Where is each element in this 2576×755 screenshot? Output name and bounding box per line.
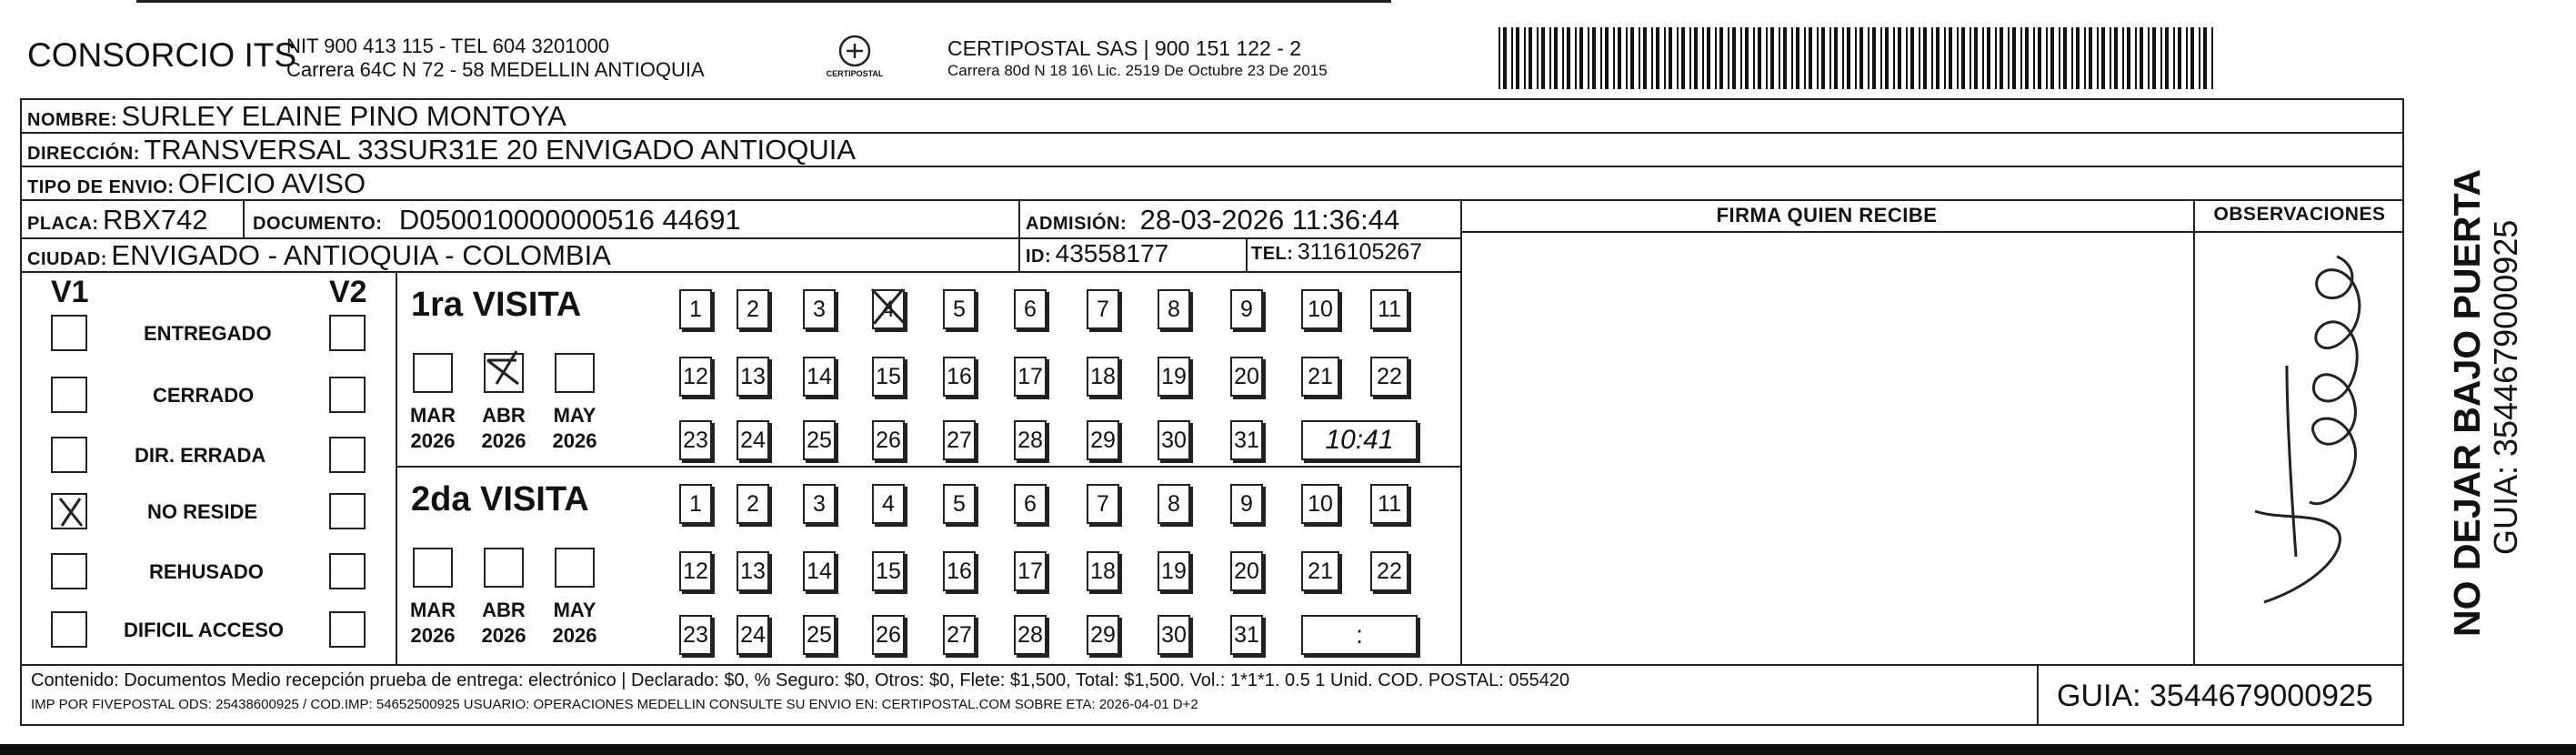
id-cell [1026,239,1168,268]
direccion-row [27,134,856,166]
day-box[interactable]: 31 [1230,420,1263,460]
admision-value: 28-03-2026 11:36:44 [1139,204,1400,236]
day-box[interactable]: 11 [1370,484,1408,524]
bottom-rule [0,744,2576,755]
day-box[interactable]: 9 [1230,289,1263,329]
row-line [20,664,2404,666]
v2-checkbox[interactable] [329,315,366,351]
day-box[interactable]: 14 [803,357,836,397]
day-box[interactable]: 12 [679,551,712,591]
col-line [1018,199,1020,271]
year-label: 2026 [481,429,526,452]
day-box[interactable]: 8 [1158,484,1190,524]
year-label: 2026 [552,624,597,647]
day-box[interactable]: 22 [1370,551,1408,591]
admision-cell [1026,204,1399,237]
footer-line1: Contenido: Documentos Medio recepción prueba de entrega: electrónico | Declarado: $0, % Seguro: $0, Otros: $0, Flete: $1,500, Total: $1,500. Vol.: 1*1*1. 0.5 1 Unid. COD. POSTAL: 055420 [31,670,1570,690]
day-box[interactable]: 24 [737,420,769,460]
status-option-label: DIFICIL ACCESO [124,619,285,641]
day-check-mark [867,284,910,329]
col-line [243,199,245,237]
day-box[interactable]: 23 [679,615,712,655]
day-box[interactable]: 3 [803,484,836,524]
logo-text: CERTIPOSTAL [826,69,884,78]
col-header-line [1460,231,2404,233]
top-rule [136,0,1391,3]
day-box[interactable]: 30 [1158,615,1190,655]
day-box[interactable]: 18 [1087,551,1119,591]
tipo-value: OFICIO AVISO [177,167,366,199]
direccion-label: DIRECCIÓN: [27,144,140,164]
day-box[interactable]: 17 [1014,551,1047,591]
day-box[interactable]: 14 [803,551,836,591]
nombre-value: SURLEY ELAINE PINO MONTOYA [121,100,566,132]
month-label: MAY [553,404,596,427]
month-checkbox[interactable] [413,353,453,393]
firma-header: FIRMA QUIEN RECIBE [1716,204,1938,226]
status-option-label: ENTREGADO [144,322,272,345]
day-box[interactable]: 7 [1087,484,1119,524]
month-checkbox[interactable] [555,548,595,588]
day-box[interactable]: 22 [1370,357,1408,397]
day-box[interactable]: 1 [679,289,712,329]
nombre-row [27,100,566,133]
courier-line1: CERTIPOSTAL SAS | 900 151 122 - 2 [947,36,1302,60]
row-line [396,466,1460,468]
day-box[interactable]: 10 [1301,289,1339,329]
col-line [1460,199,1462,664]
admision-label: ADMISIÓN: [1026,214,1128,234]
tel-label: TEL: [1251,244,1294,264]
day-box[interactable]: 6 [1014,289,1047,329]
year-label: 2026 [410,624,456,647]
row-line [20,199,2404,201]
day-box[interactable]: 9 [1230,484,1263,524]
day-box[interactable]: 26 [872,615,905,655]
visit-title: 2da VISITA [411,480,589,518]
col-line [1246,237,1248,271]
day-box[interactable]: 24 [737,615,769,655]
company-name: CONSORCIO ITS [27,36,297,74]
status-option-label: REHUSADO [149,560,264,583]
day-box[interactable]: 20 [1230,357,1263,397]
observaciones-header: OBSERVACIONES [2213,204,2386,225]
documento-label: DOCUMENTO: [253,214,383,234]
day-box[interactable]: 21 [1301,551,1339,591]
v1-checkbox[interactable] [51,493,87,529]
month-label: MAR [409,599,456,621]
day-box[interactable]: 26 [872,420,905,460]
day-box[interactable]: 13 [737,551,769,591]
v2-checkbox[interactable] [329,553,366,589]
month-checkbox[interactable] [555,353,595,393]
day-box[interactable]: 17 [1014,357,1047,397]
ciudad-label: CIUDAD: [27,249,107,269]
day-box[interactable]: 3 [803,289,836,329]
day-box[interactable]: 2 [737,289,769,329]
day-box[interactable]: 19 [1158,551,1190,591]
direccion-value: TRANSVERSAL 33SUR31E 20 ENVIGADO ANTIOQUIA [144,134,857,166]
col-line [2037,664,2039,726]
ciudad-row [27,239,611,272]
certipostal-logo [823,33,887,84]
month-label: MAR [409,404,456,427]
v2-checkbox[interactable] [329,493,366,529]
placa-value: RBX742 [103,204,208,236]
day-box[interactable]: 23 [679,420,712,460]
id-value: 43558177 [1055,239,1169,267]
placa-cell [27,204,207,237]
status-option-label: NO RESIDE [147,500,258,523]
v2-checkbox[interactable] [329,437,366,473]
day-box[interactable]: 30 [1158,420,1190,460]
footer-guia: GUIA: 3544679000925 [2057,679,2373,713]
day-box[interactable]: 7 [1087,289,1119,329]
documento-cell [253,204,741,237]
day-box[interactable]: 21 [1301,357,1339,397]
side-warning: NO DEJAR BAJO PUERTA [2446,168,2488,637]
v1-checkbox[interactable] [51,315,87,351]
day-box[interactable]: 25 [803,615,836,655]
recipient-signature [2200,238,2401,657]
v2-checkbox[interactable] [329,377,366,413]
day-box[interactable]: 4 [872,289,905,329]
day-box[interactable]: 11 [1370,289,1408,329]
day-box[interactable]: 6 [1014,484,1047,524]
day-box[interactable]: 19 [1158,357,1190,397]
month-checkbox[interactable] [484,548,524,588]
day-box[interactable]: 27 [943,420,976,460]
day-box[interactable]: 27 [943,615,976,655]
day-box[interactable]: 2 [737,484,769,524]
tipo-row [27,167,366,200]
visit-title: 1ra VISITA [411,286,582,324]
day-box[interactable]: 4 [872,484,905,524]
day-box[interactable]: 15 [872,357,905,397]
day-box[interactable]: 16 [943,357,976,397]
v2-checkbox[interactable] [329,611,366,648]
v1-checkbox[interactable] [51,553,87,589]
v1-checkbox[interactable] [51,611,87,648]
day-box[interactable]: 29 [1087,420,1119,460]
year-label: 2026 [552,429,597,452]
side-guia: GUIA: 3544679000925 [2487,219,2524,555]
v1-header: V1 [51,275,89,309]
tel-cell [1251,239,1422,266]
day-box[interactable]: 28 [1014,615,1047,655]
status-option-label: DIR. ERRADA [135,444,266,467]
placa-label: PLACA: [27,214,99,234]
company-line2: Carrera 64C N 72 - 58 MEDELLIN ANTIOQUIA [286,58,705,81]
day-box[interactable]: 31 [1230,615,1263,655]
courier-line2: Carrera 80d N 18 16\ Lic. 2519 De Octubre 23 De 2015 [947,62,1328,79]
hour-box[interactable]: : [1301,615,1418,655]
day-box[interactable]: 15 [872,551,905,591]
id-label: ID: [1026,247,1052,267]
year-label: 2026 [410,429,456,452]
day-box[interactable]: 12 [679,357,712,397]
day-box[interactable]: 18 [1087,357,1119,397]
v2-header: V2 [329,275,367,309]
tipo-label: TIPO DE ENVIO: [27,177,175,197]
nombre-label: NOMBRE: [27,110,118,130]
v1-checkbox[interactable] [51,437,87,473]
day-box[interactable]: 13 [737,357,769,397]
year-label: 2026 [481,624,526,647]
day-box[interactable]: 25 [803,420,836,460]
day-box[interactable]: 5 [943,289,976,329]
company-line1: NIT 900 413 115 - TEL 604 3201000 [286,35,610,57]
month-label: ABR [482,404,526,427]
day-box[interactable]: 29 [1087,615,1119,655]
hour-box[interactable]: 10:41 [1301,420,1418,460]
month-checkbox[interactable] [413,548,453,588]
day-box[interactable]: 28 [1014,420,1047,460]
col-line [396,271,397,664]
day-box[interactable]: 16 [943,551,976,591]
tel-value: 3116105267 [1297,239,1423,265]
main-frame [20,98,2404,726]
col-line [2193,199,2195,664]
day-box[interactable]: 8 [1158,289,1190,329]
footer-line2: IMP POR FIVEPOSTAL ODS: 25438600925 / COD.IMP: 54652500925 USUARIO: OPERACIONES MEDELLIN CONSULTE SU ENVIO EN: CERTIPOSTAL.COM SOBRE ETA: 2026-04-01 D+2 [31,697,1198,712]
day-box[interactable]: 20 [1230,551,1263,591]
status-option-label: CERRADO [153,384,255,407]
month-checkbox[interactable] [484,353,524,393]
day-box[interactable]: 10 [1301,484,1339,524]
day-box[interactable]: 1 [679,484,712,524]
month-label: ABR [482,599,526,621]
barcode [1498,27,2217,89]
day-box[interactable]: 5 [943,484,976,524]
ciudad-value: ENVIGADO - ANTIOQUIA - COLOMBIA [111,239,611,271]
month-label: MAY [553,599,596,621]
documento-value: D050010000000516 44691 [398,204,741,236]
v1-checkbox[interactable] [51,377,87,413]
